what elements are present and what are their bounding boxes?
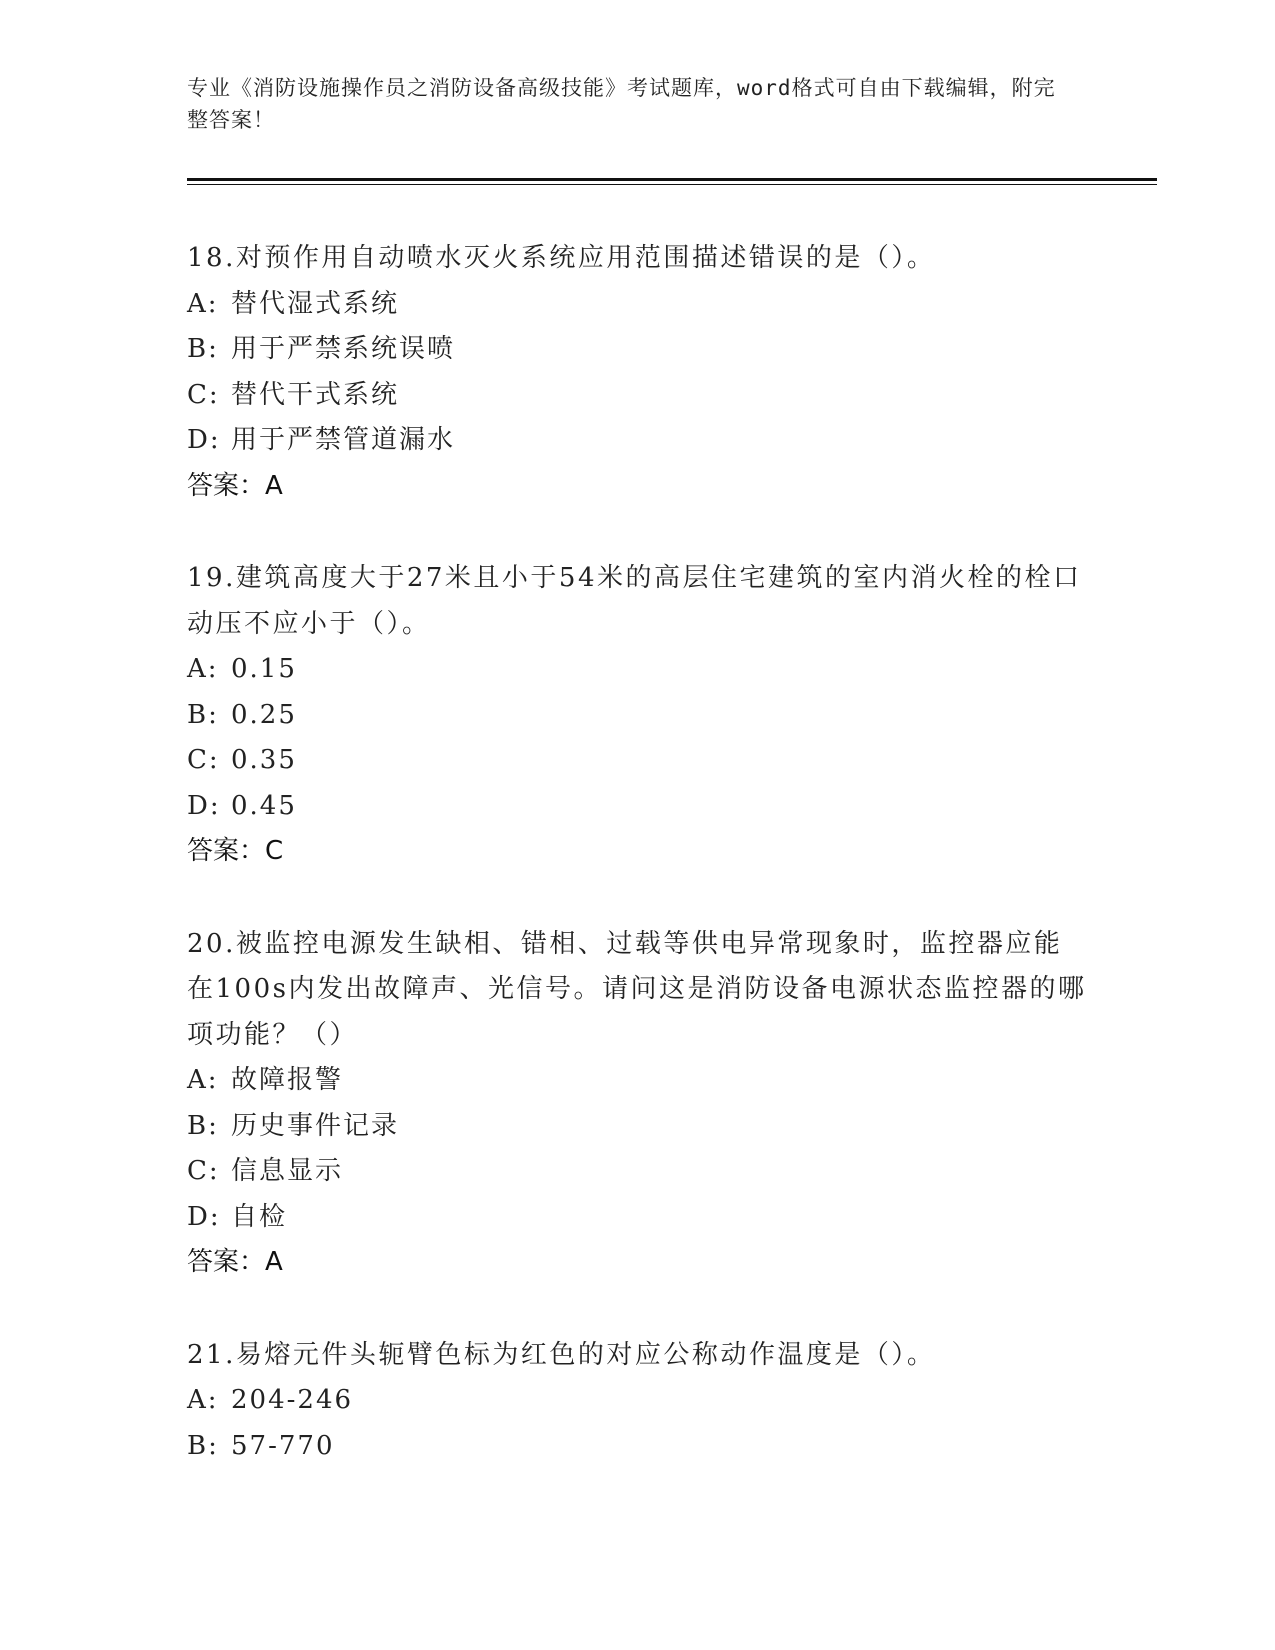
answer-line: 答案：C — [187, 836, 284, 866]
question-list — [187, 236, 1087, 1516]
option-key: D: — [187, 425, 221, 455]
option-a — [187, 647, 1087, 693]
option-text: 信息显示 — [231, 1156, 344, 1186]
option-c — [187, 1149, 1087, 1195]
header-rule-thin — [187, 184, 1157, 185]
option-a — [187, 1058, 1087, 1104]
option-text: 0.15 — [231, 654, 297, 684]
option-key: D: — [187, 790, 221, 821]
option-b — [187, 327, 1087, 373]
option-b — [187, 1104, 1087, 1150]
option-c — [187, 738, 1087, 784]
option-b — [187, 693, 1087, 739]
option-text: 替代湿式系统 — [231, 288, 400, 319]
header-text: 专业《消防设施操作员之消防设备高级技能》考试题库，word格式可自由下载编辑，附完整答案！ — [187, 76, 1056, 132]
option-text: 57-770 — [231, 1430, 335, 1461]
option-key: C: — [187, 1156, 220, 1186]
option-d — [187, 418, 1087, 464]
question-20 — [187, 922, 1087, 1286]
option-key: B: — [187, 699, 219, 730]
option-text: 故障报警 — [231, 1065, 344, 1095]
option-text: 用于严禁管道漏水 — [231, 425, 456, 455]
document-header — [187, 72, 1067, 136]
option-text: 204-246 — [231, 1385, 354, 1415]
header-rule-thick — [187, 178, 1157, 181]
option-text: 替代干式系统 — [231, 379, 400, 410]
question-19 — [187, 556, 1087, 875]
answer-line: 答案：A — [187, 1247, 283, 1277]
option-text: 自检 — [231, 1201, 288, 1232]
question-18 — [187, 236, 1087, 509]
option-key: D: — [187, 1201, 221, 1232]
option-d — [187, 784, 1087, 830]
option-d — [187, 1195, 1087, 1241]
option-text: 历史事件记录 — [231, 1110, 400, 1141]
option-key: A: — [187, 1385, 219, 1415]
option-text: 0.35 — [231, 745, 297, 775]
option-b — [187, 1424, 1087, 1470]
option-key: B: — [187, 1110, 219, 1141]
option-text: 0.45 — [231, 790, 297, 821]
option-text: 0.25 — [231, 699, 297, 730]
question-stem: 19.建筑高度大于27米且小于54米的高层住宅建筑的室内消火栓的栓口动压不应小于（）。 — [187, 563, 1082, 639]
question-stem: 18.对预作用自动喷水灭火系统应用范围描述错误的是（）。 — [187, 243, 936, 273]
question-stem: 20.被监控电源发生缺相、错相、过载等供电异常现象时，监控器应能在100s内发出故障声、光信号。请问这是消防设备电源状态监控器的哪项功能？（） — [187, 928, 1087, 1050]
option-key: C: — [187, 379, 220, 410]
option-key: B: — [187, 1430, 219, 1461]
option-a — [187, 282, 1087, 328]
option-key: A: — [187, 288, 219, 319]
option-text: 用于严禁系统误喷 — [231, 334, 456, 364]
option-key: C: — [187, 745, 220, 775]
option-c — [187, 373, 1087, 419]
option-key: B: — [187, 334, 219, 364]
answer-line: 答案：A — [187, 470, 283, 501]
option-key: A: — [187, 654, 219, 684]
question-stem: 21.易熔元件头轭臂色标为红色的对应公称动作温度是（）。 — [187, 1339, 936, 1370]
question-21 — [187, 1333, 1087, 1470]
option-key: A: — [187, 1065, 219, 1095]
option-a — [187, 1378, 1087, 1424]
